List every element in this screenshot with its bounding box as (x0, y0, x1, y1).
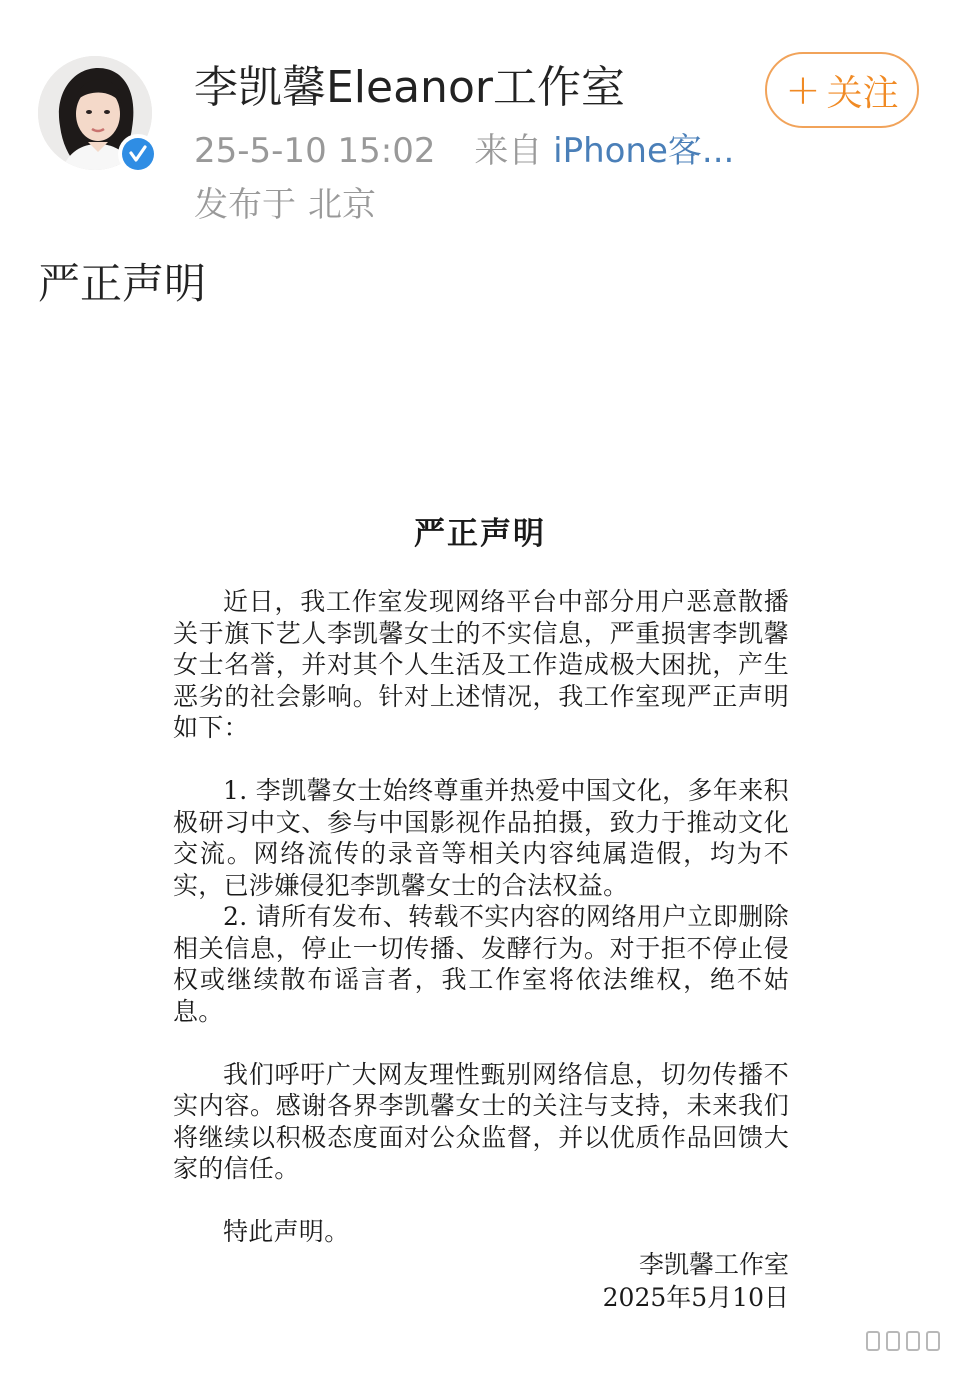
statement-title: 严正声明 (414, 516, 546, 552)
post-timestamp: 25-5-10 15:02 (194, 131, 436, 171)
more-images-icon[interactable] (856, 1327, 950, 1355)
location-city: 北京 (308, 185, 376, 225)
source-client-link[interactable]: iPhone客... (553, 131, 735, 171)
avatar[interactable] (38, 56, 158, 176)
statement-sign-off: 特此声明。 (223, 1217, 350, 1246)
plus-icon: + (785, 65, 821, 114)
location-prefix: 发布于 (194, 185, 296, 225)
statement-date: 2025年5月10日 (602, 1283, 789, 1312)
post-text: 严正声明 (38, 259, 207, 308)
statement-intro: 近日，我工作室发现网络平台中部分用户恶意散播关于旗下艺人李凯馨女士的不实信息，严重损害李凯馨女士名誉，并对其个人生活及工作造成极大困扰，产生恶劣的社会影响。针对上述情况，我工作室现严正声明如下： (173, 587, 789, 742)
image-page-icon (906, 1331, 920, 1351)
statement-body (173, 586, 789, 1248)
verified-check-icon (118, 134, 158, 174)
image-page-icon (866, 1331, 880, 1351)
statement-item-2: 2. 请所有发布、转载不实内容的网络用户立即删除相关信息，停止一切传播、发酵行为。对于拒不停止侵权或继续散布谣言者，我工作室将依法维权，绝不姑息。 (173, 902, 789, 1026)
post-meta (194, 128, 734, 174)
follow-label: 关注 (826, 72, 899, 114)
source-prefix: 来自 (474, 131, 543, 171)
statement-signature (603, 1248, 789, 1314)
post-location (194, 182, 376, 228)
paragraph-gap (173, 744, 789, 776)
statement-image[interactable] (0, 320, 960, 1373)
post-header (0, 0, 960, 240)
account-name[interactable]: 李凯馨Eleanor工作室 (194, 62, 625, 113)
follow-button[interactable] (765, 52, 919, 128)
statement-item-1: 1. 李凯馨女士始终尊重并热爱中国文化，多年来积极研习中文、参与中国影视作品拍摄，致力于推动文化交流。网络流传的录音等相关内容纯属造假，均为不实，已涉嫌侵犯李凯馨女士的合法权益。 (173, 776, 789, 900)
image-page-icon (926, 1331, 940, 1351)
image-page-icon (886, 1331, 900, 1351)
paragraph-gap (173, 1185, 789, 1217)
statement-closing: 我们呼吁广大网友理性甄别网络信息，切勿传播不实内容。感谢各界李凯馨女士的关注与支持，未来我们将继续以积极态度面对公众监督，并以优质作品回馈大家的信任。 (173, 1059, 789, 1183)
statement-signatory: 李凯馨工作室 (638, 1250, 789, 1279)
paragraph-gap (173, 1027, 789, 1059)
